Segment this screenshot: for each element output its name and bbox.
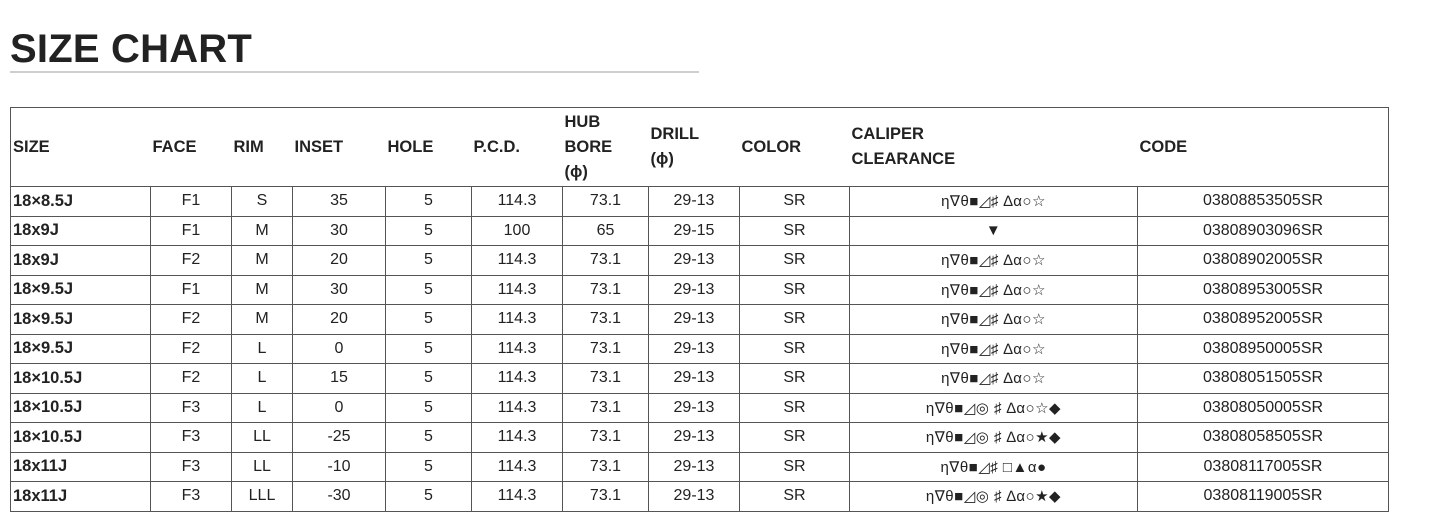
cell-caliper: η∇θ■◿♯ ∆α○☆ bbox=[850, 305, 1138, 335]
cell-size: 18x11J bbox=[11, 452, 151, 482]
cell-hub-bore: 73.1 bbox=[563, 334, 649, 364]
cell-pcd: 114.3 bbox=[472, 423, 563, 453]
header-pcd: P.C.D. bbox=[473, 137, 520, 156]
header-face: FACE bbox=[152, 137, 197, 156]
cell-face: F3 bbox=[151, 423, 232, 453]
cell-color: SR bbox=[740, 305, 850, 335]
cell-pcd: 114.3 bbox=[472, 275, 563, 305]
cell-pcd: 114.3 bbox=[472, 452, 563, 482]
cell-hub-bore: 65 bbox=[563, 216, 649, 246]
cell-pcd: 100 bbox=[472, 216, 563, 246]
cell-code: 03808051505SR bbox=[1138, 364, 1389, 394]
cell-caliper: η∇θ■◿◎ ♯ ∆α○★◆ bbox=[850, 423, 1138, 453]
cell-drill: 29-13 bbox=[649, 305, 740, 335]
cell-hole: 5 bbox=[386, 305, 472, 335]
cell-drill: 29-13 bbox=[649, 246, 740, 276]
cell-inset: -10 bbox=[293, 452, 386, 482]
cell-inset: -25 bbox=[293, 423, 386, 453]
cell-inset: 15 bbox=[293, 364, 386, 394]
cell-color: SR bbox=[740, 482, 850, 512]
cell-rim: M bbox=[232, 246, 293, 276]
cell-hole: 5 bbox=[386, 482, 472, 512]
cell-hub-bore: 73.1 bbox=[563, 482, 649, 512]
table-body bbox=[11, 187, 1389, 512]
header-color: COLOR bbox=[741, 137, 802, 156]
cell-size: 18×9.5J bbox=[11, 305, 151, 335]
header-inset: INSET bbox=[294, 137, 344, 156]
header-caliper-line1: CALIPER bbox=[851, 125, 924, 143]
page-title: SIZE CHART bbox=[10, 27, 252, 71]
cell-code: 03808950005SR bbox=[1138, 334, 1389, 364]
cell-hole: 5 bbox=[386, 334, 472, 364]
table-row bbox=[11, 452, 1389, 482]
cell-code: 03808117005SR bbox=[1138, 452, 1389, 482]
table-row bbox=[11, 423, 1389, 453]
cell-caliper: ▼ bbox=[850, 216, 1138, 246]
cell-drill: 29-15 bbox=[649, 216, 740, 246]
cell-drill: 29-13 bbox=[649, 187, 740, 217]
cell-rim: L bbox=[232, 364, 293, 394]
cell-rim: M bbox=[232, 305, 293, 335]
cell-color: SR bbox=[740, 364, 850, 394]
table-row bbox=[11, 275, 1389, 305]
cell-rim: L bbox=[232, 393, 293, 423]
cell-rim: M bbox=[232, 216, 293, 246]
cell-size: 18×9.5J bbox=[11, 334, 151, 364]
cell-hole: 5 bbox=[386, 452, 472, 482]
cell-hub-bore: 73.1 bbox=[563, 393, 649, 423]
cell-rim: L bbox=[232, 334, 293, 364]
cell-size: 18x9J bbox=[11, 216, 151, 246]
cell-color: SR bbox=[740, 246, 850, 276]
cell-caliper: η∇θ■◿◎ ♯ ∆α○★◆ bbox=[850, 482, 1138, 512]
header-hole: HOLE bbox=[387, 137, 434, 156]
cell-code: 03808902005SR bbox=[1138, 246, 1389, 276]
cell-pcd: 114.3 bbox=[472, 482, 563, 512]
cell-code: 03808903096SR bbox=[1138, 216, 1389, 246]
cell-inset: 30 bbox=[293, 275, 386, 305]
table-row bbox=[11, 482, 1389, 512]
cell-size: 18x9J bbox=[11, 246, 151, 276]
cell-caliper: η∇θ■◿♯ ∆α○☆ bbox=[850, 246, 1138, 276]
cell-hub-bore: 73.1 bbox=[563, 423, 649, 453]
cell-face: F2 bbox=[151, 305, 232, 335]
table-row bbox=[11, 187, 1389, 217]
cell-size: 18×9.5J bbox=[11, 275, 151, 305]
cell-color: SR bbox=[740, 216, 850, 246]
size-chart-table bbox=[10, 107, 1389, 512]
cell-pcd: 114.3 bbox=[472, 393, 563, 423]
cell-hole: 5 bbox=[386, 187, 472, 217]
header-caliper-clearance bbox=[850, 108, 1138, 187]
cell-inset: 0 bbox=[293, 393, 386, 423]
cell-code: 03808853505SR bbox=[1138, 187, 1389, 217]
cell-face: F3 bbox=[151, 482, 232, 512]
cell-inset: 35 bbox=[293, 187, 386, 217]
cell-face: F3 bbox=[151, 452, 232, 482]
cell-face: F1 bbox=[151, 216, 232, 246]
header-drill bbox=[649, 108, 740, 187]
cell-pcd: 114.3 bbox=[472, 246, 563, 276]
cell-drill: 29-13 bbox=[649, 482, 740, 512]
cell-drill: 29-13 bbox=[649, 423, 740, 453]
cell-code: 03808050005SR bbox=[1138, 393, 1389, 423]
cell-code: 03808119005SR bbox=[1138, 482, 1389, 512]
cell-color: SR bbox=[740, 275, 850, 305]
cell-drill: 29-13 bbox=[649, 334, 740, 364]
cell-caliper: η∇θ■◿♯ ∆α○☆ bbox=[850, 275, 1138, 305]
header-drill-line1: DRILL bbox=[650, 125, 700, 143]
cell-face: F2 bbox=[151, 364, 232, 394]
cell-inset: 20 bbox=[293, 305, 386, 335]
cell-size: 18×10.5J bbox=[11, 423, 151, 453]
cell-color: SR bbox=[740, 334, 850, 364]
cell-hub-bore: 73.1 bbox=[563, 275, 649, 305]
cell-face: F2 bbox=[151, 246, 232, 276]
cell-hub-bore: 73.1 bbox=[563, 452, 649, 482]
table-row bbox=[11, 246, 1389, 276]
cell-rim: S bbox=[232, 187, 293, 217]
cell-pcd: 114.3 bbox=[472, 364, 563, 394]
cell-size: 18×10.5J bbox=[11, 393, 151, 423]
cell-color: SR bbox=[740, 187, 850, 217]
cell-inset: 30 bbox=[293, 216, 386, 246]
cell-hub-bore: 73.1 bbox=[563, 187, 649, 217]
table-row bbox=[11, 334, 1389, 364]
cell-inset: -30 bbox=[293, 482, 386, 512]
cell-caliper: η∇θ■◿◎ ♯ ∆α○☆◆ bbox=[850, 393, 1138, 423]
cell-caliper: η∇θ■◿♯ ∆α○☆ bbox=[850, 187, 1138, 217]
header-hub-bore-line2: BORE bbox=[564, 137, 613, 156]
cell-hub-bore: 73.1 bbox=[563, 364, 649, 394]
cell-size: 18×8.5J bbox=[11, 187, 151, 217]
header-hub-bore bbox=[563, 108, 649, 187]
cell-rim: LL bbox=[232, 452, 293, 482]
cell-hole: 5 bbox=[386, 246, 472, 276]
cell-hole: 5 bbox=[386, 275, 472, 305]
header-hub-bore-line1: HUB bbox=[564, 112, 601, 131]
cell-drill: 29-13 bbox=[649, 364, 740, 394]
table-row bbox=[11, 305, 1389, 335]
header-code: CODE bbox=[1139, 137, 1188, 156]
cell-code: 03808953005SR bbox=[1138, 275, 1389, 305]
cell-hole: 5 bbox=[386, 393, 472, 423]
header-drill-line2: (ϕ) bbox=[650, 150, 674, 168]
cell-face: F2 bbox=[151, 334, 232, 364]
cell-rim: LL bbox=[232, 423, 293, 453]
cell-pcd: 114.3 bbox=[472, 187, 563, 217]
cell-drill: 29-13 bbox=[649, 393, 740, 423]
cell-caliper: η∇θ■◿♯ ∆α○☆ bbox=[850, 334, 1138, 364]
cell-inset: 20 bbox=[293, 246, 386, 276]
title-underline bbox=[10, 71, 699, 73]
cell-drill: 29-13 bbox=[649, 452, 740, 482]
cell-hub-bore: 73.1 bbox=[563, 305, 649, 335]
cell-face: F3 bbox=[151, 393, 232, 423]
table-row bbox=[11, 393, 1389, 423]
cell-rim: M bbox=[232, 275, 293, 305]
header-hub-bore-line3: (ϕ) bbox=[564, 162, 588, 181]
cell-size: 18x11J bbox=[11, 482, 151, 512]
header-caliper-line2: CLEARANCE bbox=[851, 150, 956, 168]
cell-face: F1 bbox=[151, 187, 232, 217]
cell-face: F1 bbox=[151, 275, 232, 305]
cell-pcd: 114.3 bbox=[472, 305, 563, 335]
cell-hole: 5 bbox=[386, 216, 472, 246]
cell-color: SR bbox=[740, 393, 850, 423]
table-header-row bbox=[11, 108, 1389, 187]
cell-color: SR bbox=[740, 423, 850, 453]
header-size: SIZE bbox=[13, 137, 50, 156]
cell-hole: 5 bbox=[386, 364, 472, 394]
cell-size: 18×10.5J bbox=[11, 364, 151, 394]
cell-pcd: 114.3 bbox=[472, 334, 563, 364]
table-row bbox=[11, 364, 1389, 394]
cell-rim: LLL bbox=[232, 482, 293, 512]
cell-hub-bore: 73.1 bbox=[563, 246, 649, 276]
cell-hole: 5 bbox=[386, 423, 472, 453]
cell-caliper: η∇θ■◿♯ ∆α○☆ bbox=[850, 364, 1138, 394]
cell-drill: 29-13 bbox=[649, 275, 740, 305]
cell-code: 03808058505SR bbox=[1138, 423, 1389, 453]
cell-inset: 0 bbox=[293, 334, 386, 364]
cell-code: 03808952005SR bbox=[1138, 305, 1389, 335]
cell-color: SR bbox=[740, 452, 850, 482]
cell-caliper: η∇θ■◿♯ □▲α● bbox=[850, 452, 1138, 482]
table-row bbox=[11, 216, 1389, 246]
header-rim: RIM bbox=[233, 137, 264, 156]
